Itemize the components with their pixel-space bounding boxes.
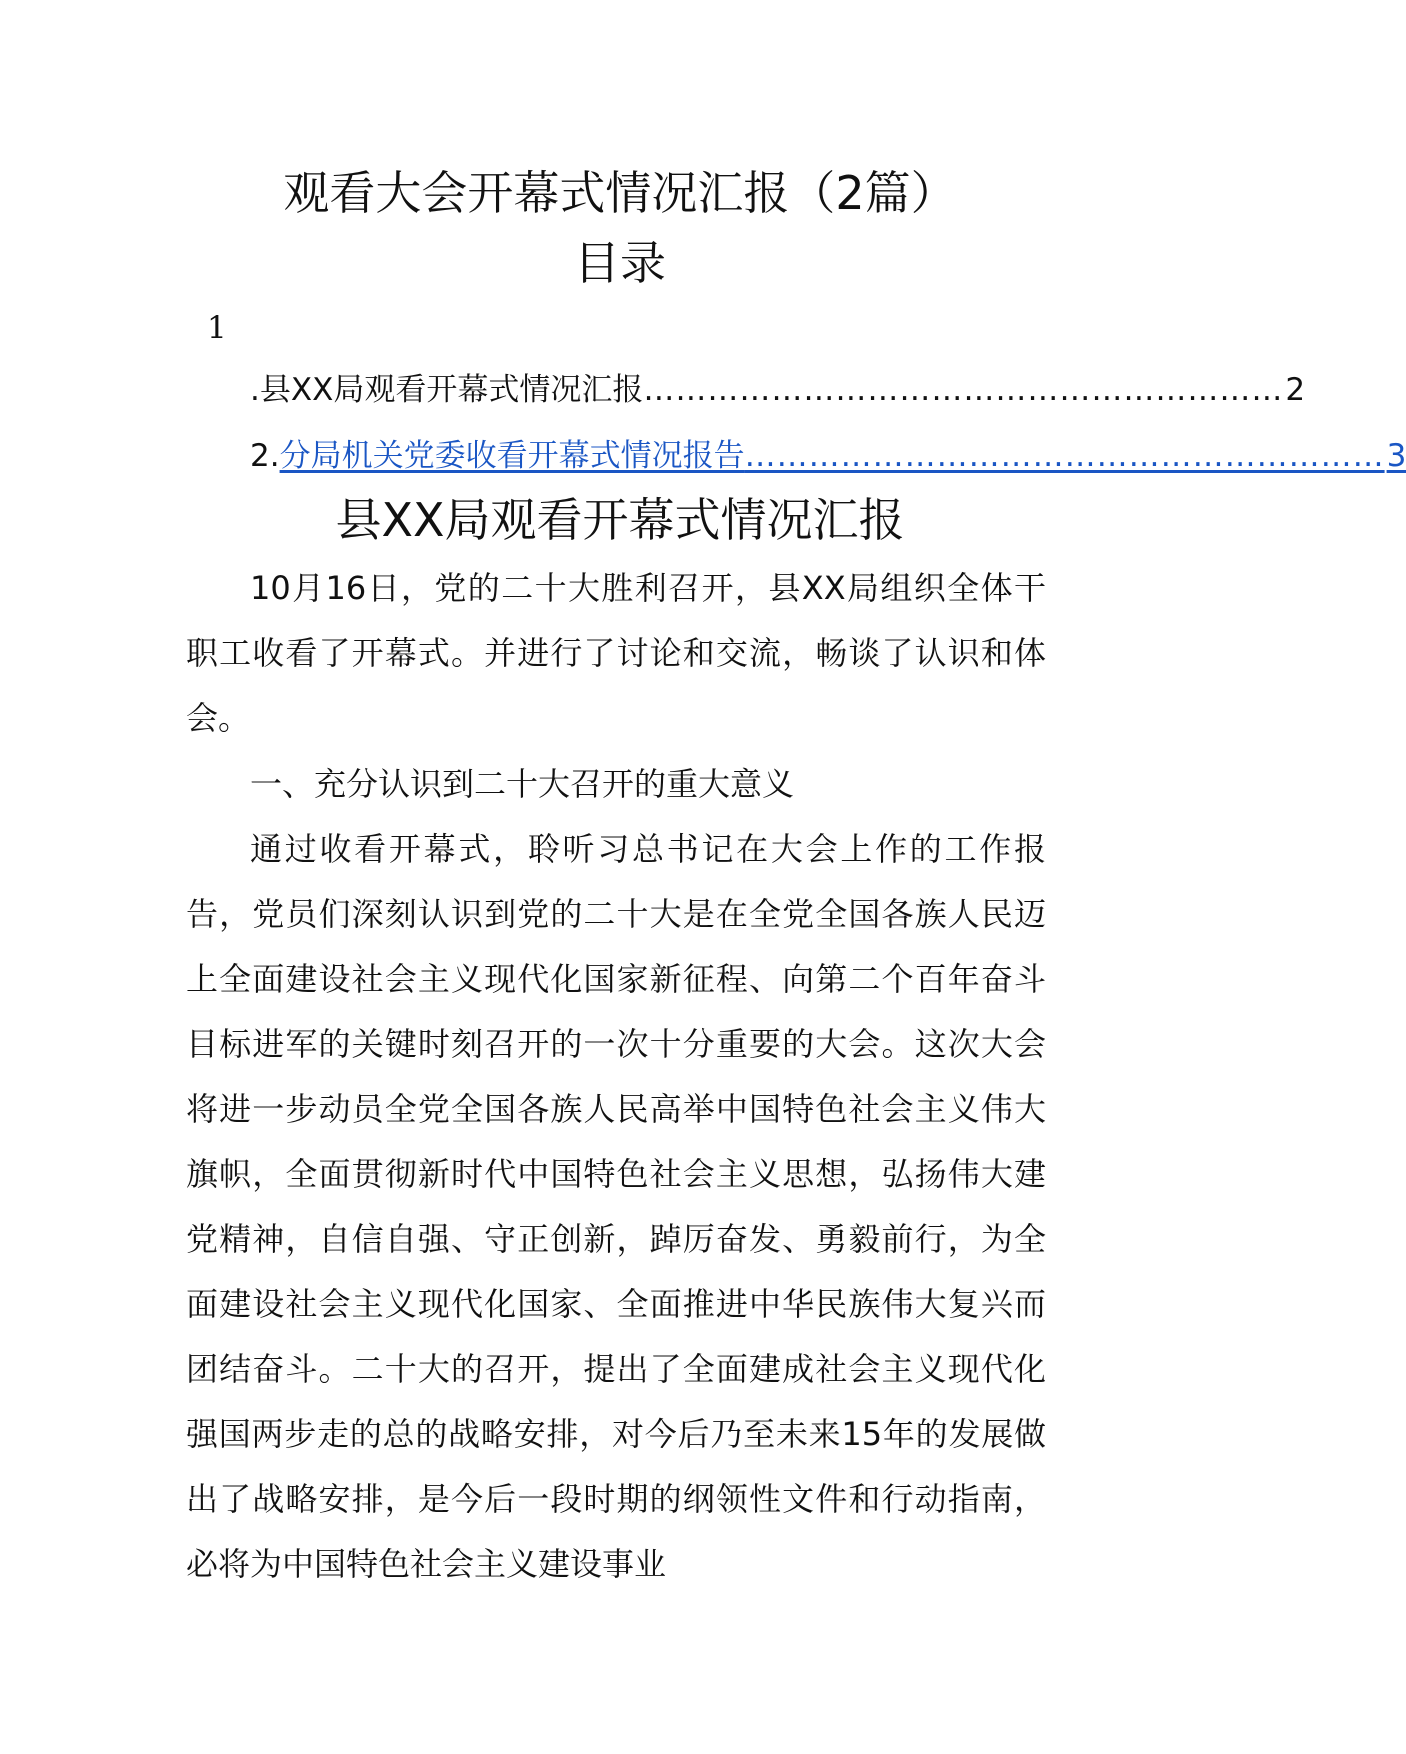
body-paragraph: 通过收看开幕式，聆听习总书记在大会上作的工作报告，党员们深刻认识到党的二十大是在全党全国各族人民迈上全面建设社会主义现代化国家新征程、向第二个百年奋斗目标进军的关键时刻召开的一次十分重要的大会。这次大会将进一步动员全党全国各族人民高举中国特色社会主义伟大旗帜，全面贯彻新时代中国特色社会主义思想，弘扬伟大建党精神，自信自强、守正创新，踔厉奋发、勇毅前行，为全面建设社会主义现代化国家、全面推进中华民族伟大复兴而团结奋斗。二十大的召开，提出了全面建成社会主义现代化强国两步走的总的战略安排，对今后乃至未来15年的发展做出了战略安排，是今后一段时期的纲领性文件和行动指南，必将为中国特色社会主义建设事业 — [186, 830, 1046, 1583]
document-title: 观看大会开幕式情况汇报（2篇） — [283, 166, 957, 220]
toc-entry-label: .县XX局观看开幕式情况汇报 — [250, 372, 644, 408]
toc-number: 1 — [207, 310, 227, 346]
section-title: 县XX局观看开幕式情况汇报 — [335, 493, 905, 547]
toc-leader-dots: …………………………………………………… — [643, 372, 1284, 408]
subsection-heading: 一、充分认识到二十大召开的重大意义 — [250, 765, 795, 803]
toc-entry-link[interactable]: 分局机关党委收看开幕式情况报告 — [279, 438, 745, 474]
body-paragraph: 10月16日，党的二十大胜利召开，县XX局组织全体干职工收看了开幕式。并进行了讨论和交流，畅谈了认识和体会。 — [186, 569, 1046, 737]
toc-entry-1[interactable] — [250, 368, 1306, 412]
toc-leader-dots[interactable]: …………………………………………………… — [744, 438, 1385, 474]
toc-page-number[interactable]: 3 — [1386, 438, 1406, 474]
toc-entry-prefix: 2. — [250, 438, 280, 474]
toc-page-number: 2 — [1285, 372, 1306, 408]
toc-entry-2[interactable] — [250, 434, 1406, 478]
toc-heading: 目录 — [574, 236, 666, 290]
